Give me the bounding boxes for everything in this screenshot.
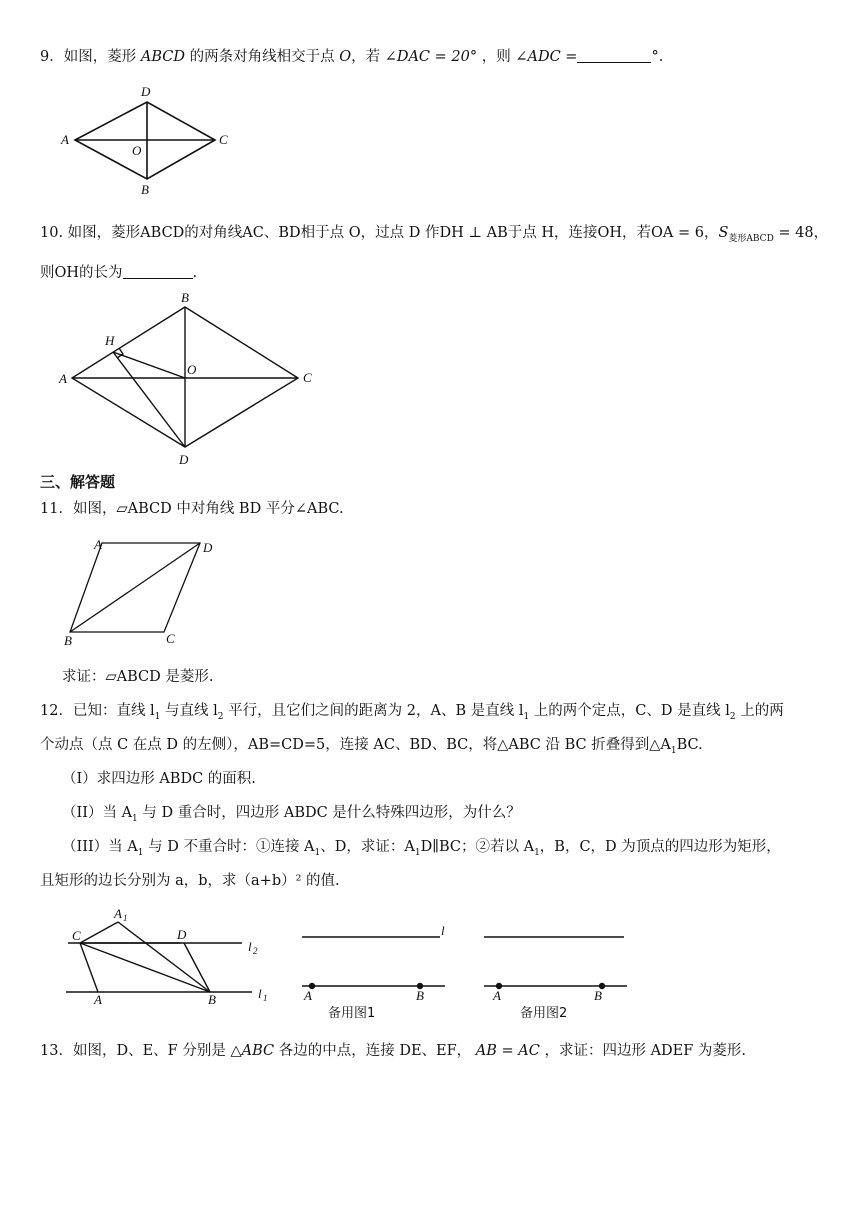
caption-spare-2: 备用图2	[520, 1006, 568, 1021]
question-11: 11．如图，▱ABCD 中对角线 BD 平分∠ABC.	[40, 501, 344, 517]
label-A: A	[59, 371, 67, 386]
label-B: B	[181, 290, 189, 305]
question-12-part-1: （I）求四边形 ABDC 的面积.	[62, 771, 256, 787]
svg-text:1: 1	[263, 993, 268, 1003]
label-A: A	[304, 988, 312, 1003]
question-12-part-2: （II）当 $A_1$ 与 D 重合时，四边形 ABDC 是什么特殊四边形，为什么？	[62, 805, 521, 824]
label-B: B	[594, 988, 602, 1003]
question-12-part-3-line2: 且矩形的边长分别为 a，b，求（a+b）² 的值.	[40, 873, 340, 889]
label-H: H	[105, 333, 115, 348]
label-C: C	[166, 631, 175, 646]
label-B: B	[64, 633, 72, 648]
label-D: D	[177, 927, 187, 942]
figure-10-rhombus	[55, 290, 335, 468]
label-l: l	[441, 923, 445, 938]
figure-9-rhombus	[55, 82, 245, 197]
question-9: 9．如图，菱形 ABCD 的两条对角线相交于点 O，若 ∠DAC = 20° ，则 ∠ADC = °.	[40, 49, 664, 65]
caption-spare-1: 备用图1	[328, 1006, 376, 1021]
label-C: C	[303, 370, 312, 385]
question-number: 9．	[40, 49, 64, 65]
section-heading: 三、解答题	[40, 473, 116, 491]
question-10: 10. 如图，菱形ABCD的对角线AC、BD相于点 O，过点 D 作DH ⊥ AB于点 H，连接OH，若OA = 6，$S_{菱形ABCD} = 48$，	[40, 225, 829, 244]
label-l1: l	[258, 986, 262, 1001]
label-O: O	[132, 143, 142, 158]
label-A: A	[61, 132, 69, 147]
question-13: 13．如图，D、E、F 分别是 △ABC 各边的中点，连接 DE、EF， AB = AC ，求证：四边形 ADEF 为菱形.	[40, 1043, 747, 1059]
label-A: A	[94, 537, 102, 552]
label-O: O	[187, 362, 197, 377]
label-l2: l	[248, 939, 252, 954]
question-12-line2: 个动点（点 C 在点 D 的左侧），AB=CD=5，连接 AC、BD、BC，将△ABC 沿 BC 折叠得到$\triangle A_1BC$.	[40, 737, 703, 756]
label-C: C	[219, 132, 228, 147]
question-11-prove: 求证：▱ABCD 是菱形.	[62, 669, 214, 685]
question-10-line2: 则OH的长为 .	[40, 265, 198, 281]
label-C: C	[72, 928, 81, 943]
label-D: D	[203, 540, 213, 555]
label-A: A	[94, 992, 102, 1007]
svg-text:1: 1	[123, 913, 128, 923]
label-A1: A	[114, 906, 122, 921]
label-B: B	[141, 182, 149, 197]
answer-blank[interactable]	[577, 48, 651, 63]
answer-blank[interactable]	[123, 264, 193, 279]
label-D: D	[179, 452, 189, 467]
figure-11-parallelogram	[60, 535, 230, 650]
label-D: D	[141, 84, 151, 99]
label-A: A	[493, 988, 501, 1003]
label-B: B	[416, 988, 424, 1003]
spare-figure-1	[300, 925, 450, 1025]
question-12: 12．已知：直线 $l_1$ 与直线 $l_2$ 平行，且它们之间的距离为 2，A、B 是直线 $l_1$ 上的两个定点，C、D 是直线 $l_2$ 上的两	[40, 703, 784, 722]
figure-12-fold	[60, 906, 280, 1006]
spare-figure-2	[482, 925, 632, 1025]
label-B: B	[208, 992, 216, 1007]
svg-text:2: 2	[253, 946, 258, 956]
question-12-part-3: （III）当 $A_1$ 与 D 不重合时：①连接 $A_1$、D，求证：$A_1D\parallel BC$；②若以 $A_1$，B，C，D 为顶点的四边形为矩形，	[62, 839, 781, 858]
